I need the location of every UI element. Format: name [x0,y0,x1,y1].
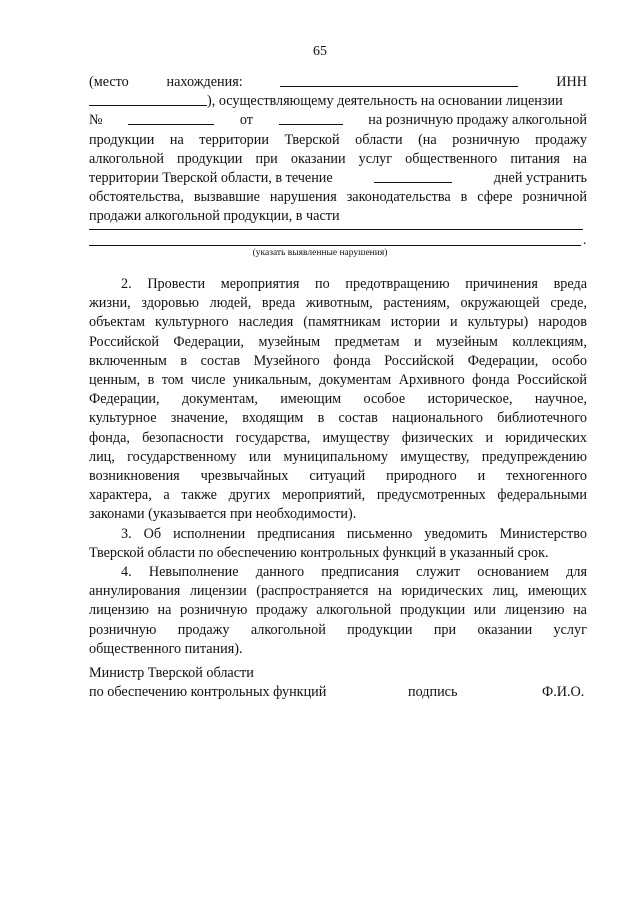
intro-line-3 [89,111,587,130]
inn-label: ИНН [556,74,587,90]
intro-line-6 [89,169,587,188]
violations-line-2[interactable] [89,245,581,246]
license-date-field[interactable] [279,111,343,125]
para4-line: аннулирования лицензии (распространяется на юридических лиц, имеющих [89,583,587,600]
intro-line-7: обстоятельства, вызвавшие нарушения законодательства в сфере розничной [89,189,587,206]
para2-line: фонда, безопасности государства, имуществу физических и юридических [89,429,587,446]
location-label-2: нахождения: [166,74,243,90]
para2-line: лиц, государственному или муниципальному имуществу, предупреждению [89,448,587,465]
signer-title-1: Министр Тверской области [89,665,254,681]
para2-line: жизни, здоровью людей, вреда животным, растениям, окружающей среде, [89,295,587,312]
paragraph-4 [89,563,587,659]
para4-line: лицензию на розничную продажу алкогольной продукции или лицензию на [89,602,587,619]
para2-line: характера, а также других мероприятий, предусмотренных федеральными [89,487,587,504]
inn-field[interactable] [89,92,207,106]
intro-line-2 [89,92,587,111]
para2-line: ценным, в том числе уникальным, документам Архивного фонда Российской [89,371,587,388]
para2-line: включенным в состав Музейного фонда Российской Федерации, особо [89,352,587,369]
deadline-text: территории Тверской области, в течение [89,169,333,186]
intro-line-5: алкогольной продукции при оказании услуг общественного питания на [89,150,587,167]
license-date-label: от [239,112,253,129]
signer-title-2: по обеспечению контрольных функций [89,684,327,700]
para4-line: 4. Невыполнение данного предписания служит основанием для [121,564,587,580]
location-label: (место [89,74,129,90]
para3-line: 3. Об исполнении предписания письменно уведомить Министерство [121,526,587,542]
para2-line: возникновения чрезвычайных ситуаций природного и техногенного [89,467,587,484]
license-number-field[interactable] [128,111,214,125]
para4-line: общественного питания). [89,640,243,657]
page-number: 65 [313,44,327,59]
violations-line-1[interactable] [89,229,583,230]
intro-line-8: продажи алкогольной продукции, в части [89,208,340,225]
para3-line: Тверской области по обеспечению контрольных функций в указанный срок. [89,545,549,562]
full-name-label: Ф.И.О. [542,684,585,700]
violations-period: . [583,233,587,248]
para4-line: розничную продажу алкогольной продукции при оказании услуг [89,621,587,638]
violations-hint: (указать выявленные нарушения) [252,248,388,258]
para2-line: 2. Провести мероприятия по предотвращению причинения вреда [121,276,587,292]
intro-block [89,73,587,227]
deadline-days-field[interactable] [374,169,452,183]
signature-label: подпись [408,684,458,700]
deadline-tail: дней устранить [493,169,587,186]
para2-line: законами (указывается при необходимости). [89,506,357,523]
intro-line-1 [89,73,587,92]
license-type-text: на розничную продажу алкогольной [368,112,587,129]
license-basis-text: ), осуществляющему деятельность на основании лицензии [207,93,563,110]
intro-line-4: продукции на территории Тверской области (на розничную продажу [89,131,587,148]
paragraph-3 [89,525,587,563]
para2-line: Федерации, документам, имеющим особое историческое, научное, [89,391,587,408]
location-field[interactable] [280,73,518,87]
para2-line: объектам культурного наследия (памятникам истории и культуры) народов [89,314,587,331]
license-number-label: № [89,112,103,129]
para2-line: Российской Федерации, музейным предметам и музейным коллекциям, [89,333,587,350]
paragraph-2 [89,275,587,524]
para2-line: культурное значение, входящим в состав национального библиотечного [89,410,587,427]
